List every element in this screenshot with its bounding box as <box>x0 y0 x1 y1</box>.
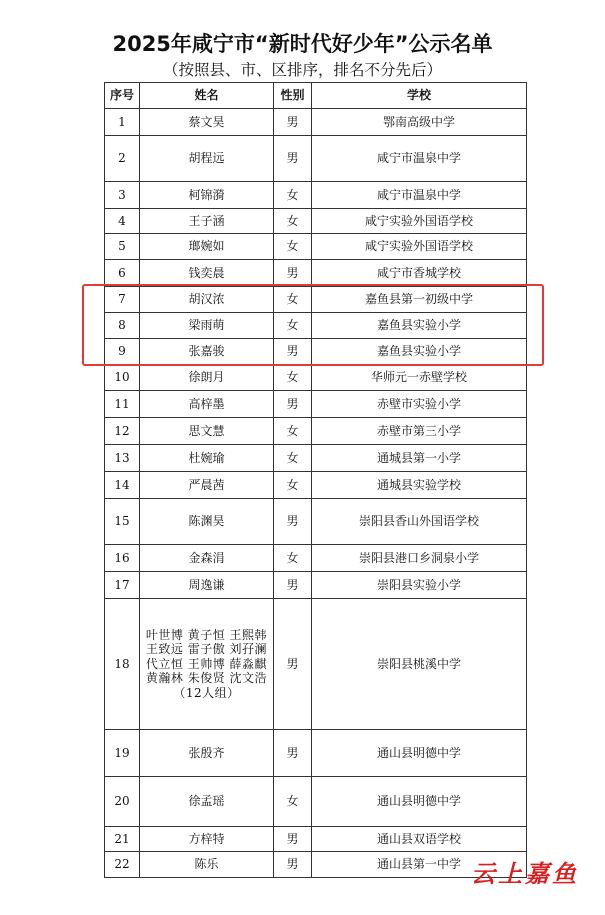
row-name: 高梓墨 <box>140 391 274 418</box>
row-gender: 男 <box>274 339 312 365</box>
row-number: 13 <box>105 445 140 472</box>
row-number: 3 <box>105 182 140 209</box>
row-gender: 男 <box>274 260 312 287</box>
row-school: 嘉鱼县实验小学 <box>312 313 527 339</box>
table-row <box>105 499 527 545</box>
row-gender: 男 <box>274 730 312 777</box>
row-gender: 女 <box>274 182 312 209</box>
row-gender: 女 <box>274 445 312 472</box>
row-gender: 女 <box>274 418 312 445</box>
row-gender: 女 <box>274 365 312 391</box>
row-school: 通山县双语学校 <box>312 827 527 852</box>
column-header-gender: 性别 <box>274 83 312 109</box>
row-school: 咸宁市温泉中学 <box>312 182 527 209</box>
row-number: 15 <box>105 499 140 545</box>
table-row <box>105 234 527 260</box>
row-name: 胡汉浓 <box>140 287 274 313</box>
row-number: 12 <box>105 418 140 445</box>
row-number: 4 <box>105 209 140 234</box>
row-name: 蔡文昊 <box>140 109 274 136</box>
table-row <box>105 339 527 365</box>
row-number: 1 <box>105 109 140 136</box>
row-name: 徐孟瑶 <box>140 777 274 827</box>
row-gender: 女 <box>274 545 312 572</box>
row-name: 思文慧 <box>140 418 274 445</box>
table-row <box>105 391 527 418</box>
table-row <box>105 445 527 472</box>
table-row <box>105 182 527 209</box>
row-school: 赤壁市实验小学 <box>312 391 527 418</box>
table-row <box>105 599 527 730</box>
table-row <box>105 472 527 499</box>
row-name: 杜婉瑜 <box>140 445 274 472</box>
row-gender: 女 <box>274 313 312 339</box>
row-gender: 女 <box>274 234 312 260</box>
row-number: 9 <box>105 339 140 365</box>
row-name: 徐朗月 <box>140 365 274 391</box>
row-number: 11 <box>105 391 140 418</box>
row-number: 8 <box>105 313 140 339</box>
column-header-name: 姓名 <box>140 83 274 109</box>
row-number: 22 <box>105 852 140 878</box>
row-school: 通山县明德中学 <box>312 777 527 827</box>
row-name: 周逸谦 <box>140 572 274 599</box>
row-number: 14 <box>105 472 140 499</box>
row-gender: 男 <box>274 136 312 182</box>
row-gender: 女 <box>274 209 312 234</box>
table-row <box>105 313 527 339</box>
table-row <box>105 260 527 287</box>
row-school: 崇阳县港口乡洞泉小学 <box>312 545 527 572</box>
row-name: 陈渊昊 <box>140 499 274 545</box>
row-school: 咸宁实验外国语学校 <box>312 234 527 260</box>
row-gender: 男 <box>274 827 312 852</box>
table-row <box>105 136 527 182</box>
row-school: 崇阳县实验小学 <box>312 572 527 599</box>
row-name: 张嘉骏 <box>140 339 274 365</box>
row-number: 20 <box>105 777 140 827</box>
table-row <box>105 827 527 852</box>
column-header-school: 学校 <box>312 83 527 109</box>
table-row <box>105 109 527 136</box>
group-size-note: （12人组） <box>173 685 240 700</box>
table-row <box>105 365 527 391</box>
table-row <box>105 287 527 313</box>
row-school: 咸宁市温泉中学 <box>312 136 527 182</box>
column-header-number: 序号 <box>105 83 140 109</box>
row-school: 华师元一赤壁学校 <box>312 365 527 391</box>
nominee-table <box>104 82 527 878</box>
group-names-line: 代立恒 王帅博 薛淼麒 <box>145 656 268 671</box>
group-names-line: 叶世博 黄子恒 王熙韩 <box>145 628 268 643</box>
table-row <box>105 852 527 878</box>
row-school: 赤壁市第三小学 <box>312 418 527 445</box>
row-number: 5 <box>105 234 140 260</box>
row-school: 通城县实验学校 <box>312 472 527 499</box>
table-row <box>105 209 527 234</box>
row-number: 18 <box>105 599 140 730</box>
row-name: 张殷齐 <box>140 730 274 777</box>
row-number: 17 <box>105 572 140 599</box>
row-name: 胡程远 <box>140 136 274 182</box>
table-header-row <box>105 83 527 109</box>
row-gender: 男 <box>274 852 312 878</box>
row-school: 通山县第一中学 <box>312 852 527 878</box>
table-row <box>105 777 527 827</box>
row-gender: 男 <box>274 599 312 730</box>
row-name: 陈乐 <box>140 852 274 878</box>
row-name: 柯锦漪 <box>140 182 274 209</box>
row-gender: 男 <box>274 572 312 599</box>
row-number: 2 <box>105 136 140 182</box>
row-name: 梁雨萌 <box>140 313 274 339</box>
table-row <box>105 418 527 445</box>
table-row <box>105 545 527 572</box>
row-gender: 女 <box>274 287 312 313</box>
row-gender: 女 <box>274 472 312 499</box>
row-gender: 女 <box>274 777 312 827</box>
group-names-line: 黄瀚林 朱俊贤 沈文浩 <box>145 671 268 686</box>
row-school: 通山县明德中学 <box>312 730 527 777</box>
row-name: 王子涵 <box>140 209 274 234</box>
table-row <box>105 572 527 599</box>
row-name: 金森涓 <box>140 545 274 572</box>
row-number: 21 <box>105 827 140 852</box>
row-gender: 男 <box>274 109 312 136</box>
row-name: 严晨茜 <box>140 472 274 499</box>
row-number: 16 <box>105 545 140 572</box>
row-number: 6 <box>105 260 140 287</box>
row-name: 瑯婉如 <box>140 234 274 260</box>
row-school: 鄂南高级中学 <box>312 109 527 136</box>
row-school: 嘉鱼县第一初级中学 <box>312 287 527 313</box>
row-number: 10 <box>105 365 140 391</box>
page-subtitle: （按照县、市、区排序，排名不分先后） <box>162 61 442 79</box>
group-names-line: 王致远 雷子傲 刘孖澜 <box>145 642 268 657</box>
row-school: 嘉鱼县实验小学 <box>312 339 527 365</box>
row-school: 咸宁实验外国语学校 <box>312 209 527 234</box>
row-school: 通城县第一小学 <box>312 445 527 472</box>
row-number: 19 <box>105 730 140 777</box>
row-name: 钱奕晨 <box>140 260 274 287</box>
row-name: 方梓特 <box>140 827 274 852</box>
row-name-group <box>140 599 274 730</box>
row-gender: 男 <box>274 499 312 545</box>
row-number: 7 <box>105 287 140 313</box>
page-title: 2025年咸宁市“新时代好少年”公示名单 <box>112 32 493 56</box>
row-school: 崇阳县香山外国语学校 <box>312 499 527 545</box>
row-gender: 男 <box>274 391 312 418</box>
watermark-logo: 云上嘉鱼 <box>471 859 579 888</box>
row-school: 崇阳县桃溪中学 <box>312 599 527 730</box>
row-school: 咸宁市香城学校 <box>312 260 527 287</box>
table-row <box>105 730 527 777</box>
